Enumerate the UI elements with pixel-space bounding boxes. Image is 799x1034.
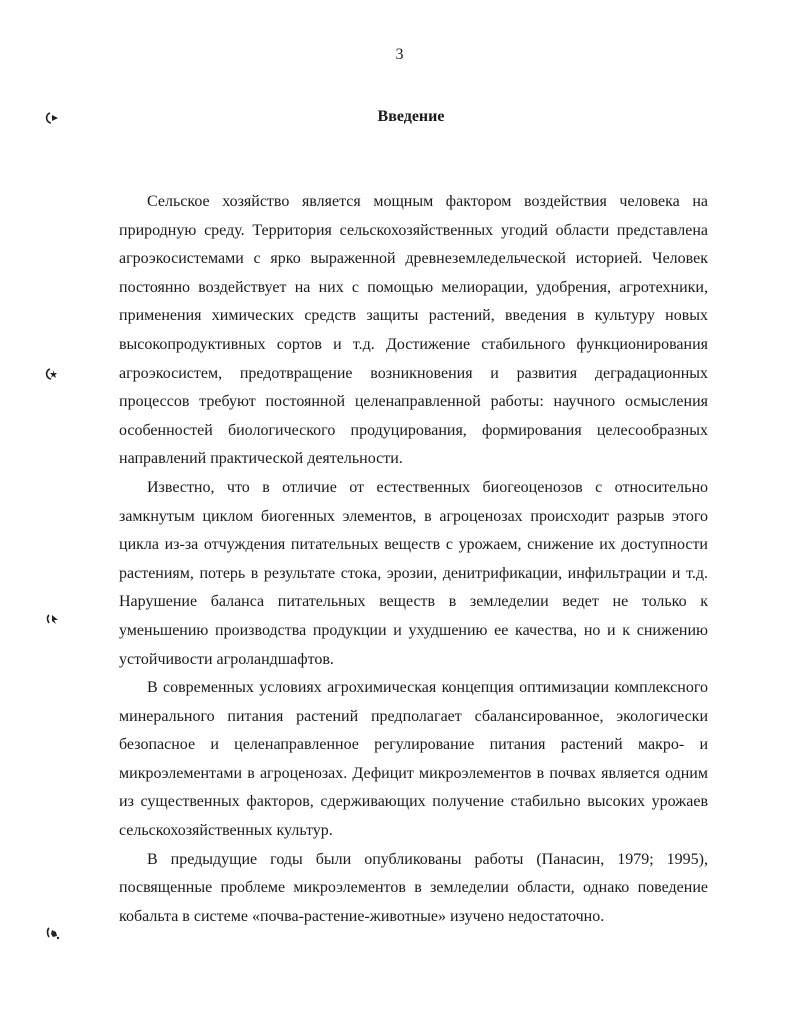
paragraph: Известно, что в отличие от естественных биогеоценозов с относительно замкнутым циклом биогенных элементов, в агроценозах происходит разрыв этого цикла из-за отчуждения питательных веществ с урожаем, снижение их доступности растениям, потерь в результате стока, эрозии, денитрификации, инфильтрации и т.д. Нарушение баланса питательных веществ в земледелии ведет не только к уменьшению производства продукции и ухудшению ее качества, но и к снижению устойчивости агроландшафтов. bbox=[119, 478, 708, 668]
binding-mark-icon bbox=[44, 367, 60, 381]
binding-mark-icon bbox=[44, 926, 60, 940]
paragraph: В предыдущие годы были опубликованы работы (Панасин, 1979; 1995), посвященные проблеме микроэлементов в земледелии области, однако поведение кобальта в системе «почва-растение-животные» изучено недостаточно. bbox=[119, 850, 708, 925]
binding-mark-3 bbox=[44, 612, 60, 626]
page-number: 3 bbox=[395, 46, 404, 63]
binding-mark-2 bbox=[44, 367, 60, 381]
paragraph: Сельское хозяйство является мощным фактором воздействия человека на природную среду. Территория сельскохозяйственных угодий области представлена агроэкосистемами с ярко выраженной древнеземледельческой историей. Человек постоянно воздействует на них с помощью мелиорации, удобрения, агротехники, применения химических средств защиты растений, введения в культуру новых высокопродуктивных сортов и т.д. Достижение стабильного функционирования агроэкосистем, предотвращение возникновения и развития деградационных процессов требуют постоянной целенаправленной работы: научного осмысления особенностей биологического продуцирования, формирования целесообразных направлений практической деятельности. bbox=[119, 193, 708, 468]
binding-mark-icon bbox=[44, 612, 60, 626]
body-text bbox=[119, 188, 708, 931]
page-title: Введение bbox=[377, 108, 445, 125]
binding-mark-icon bbox=[44, 111, 60, 125]
binding-mark-1 bbox=[44, 111, 60, 125]
paragraph: В современных условиях агрохимическая концепция оптимизации комплексного минерального питания растений предполагает сбалансированное, экологически безопасное и целенаправленное регулирование питания растений макро- и микроэлементами в агроценозах. Дефицит микроэлементов в почвах является одним из существенных факторов, сдерживающих получение стабильно высоких урожаев сельскохозяйственных культур. bbox=[119, 679, 708, 840]
binding-mark-4 bbox=[44, 926, 60, 940]
